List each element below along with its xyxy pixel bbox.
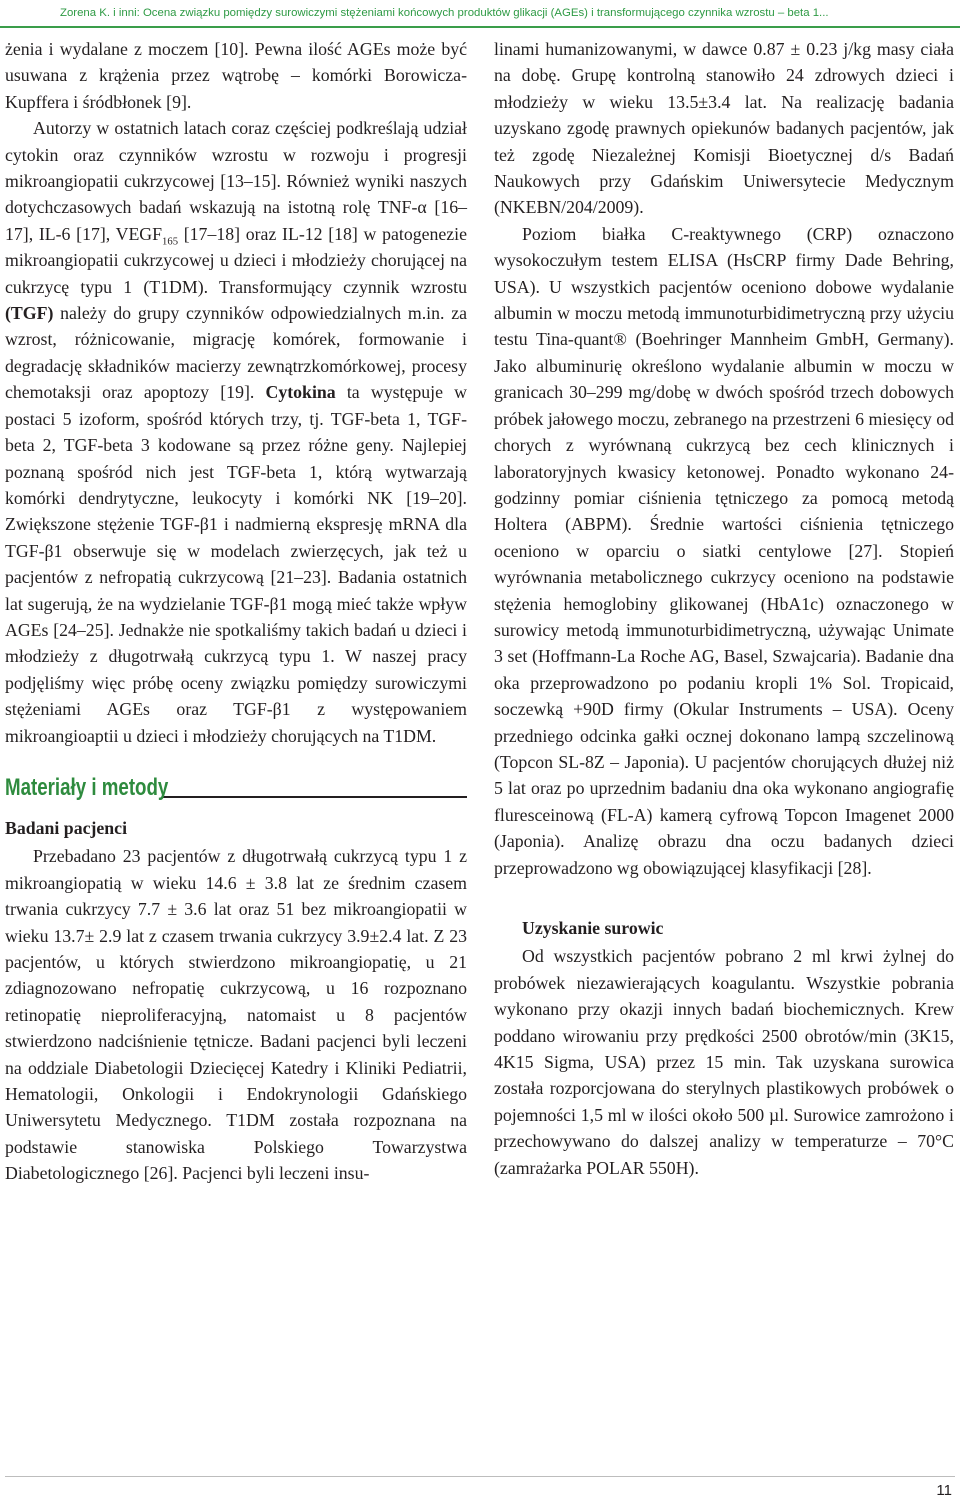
section-title: Materiały i metody xyxy=(5,773,169,801)
left-column xyxy=(5,36,467,1187)
paragraph: linami humanizowanymi, w dawce 0.87 ± 0.23 j/kg masy ciała na dobę. Grupę kontrolną stanowiło 24 zdrowych dzieci i młodzieży w wieku 13.5±3.4 lat. Na realizację badania uzyskano zgodę prawnych opiekunów badanych pacjentów, jak też zgodę Niezależnej Komisji Bioetycznej d/s Badań Naukowych przy Gdańskim Uniwersytecie Medycznym (NKEBN/204/2009). xyxy=(494,39,954,218)
subsection-heading: Uzyskanie surowic xyxy=(522,918,664,938)
subscript: 165 xyxy=(162,235,179,248)
right-column xyxy=(494,36,954,1181)
paragraph: Przebadano 23 pacjentów z długotrwałą cukrzycą typu 1 z mikroangiopatią w wieku 14.6 ± 3.8 lat ze średnim czasem trwania cukrzycy 7.7 ± 3.6 lat oraz 51 bez mikroangiopatii w wieku 13.7± 2.9 lat z czasem trwania cukrzycy 3.9±2.4 lat. Z 23 pacjentów, u których stwierdzono mikroangiopatię, u 21 zdiagnozowano nefropatię cukrzycową, u 16 rozpoznano retinopatię nieproliferacyjną, natomaist u 8 pacjentów stwierdzono nadciśnienie tętnicze. Badani pacjenci byli leczeni na oddziale Diabetologii Dziecięcej Katedry i Kliniki Pediatrii, Hematologii, Onkologii i Endokrynologii Gdańskiego Uniwersytetu Medycznego. T1DM została rozpoznana na podstawie stanowiska Polskiego Towarzystwa Diabetologicznego [26]. Pacjenci byli leczeni insu- xyxy=(5,846,467,1184)
page-number: 11 xyxy=(936,1482,952,1499)
bold-text: Cytokina xyxy=(265,382,336,403)
paragraph xyxy=(5,115,467,749)
footer-rule xyxy=(5,1476,955,1477)
paragraph: Poziom białka C-reaktywnego (CRP) oznaczono wysokoczułym testem ELISA (HsCRP firmy Dade Behring, USA). U wszystkich pacjentów oceniono dobowe wydalanie albumin w moczu metodą immunoturbidimetryczną przy użyciu testu Tina-quant® (Boehringer Mannheim GmbH, Germany). Jako albuminurię określono wydalanie albumin w moczu w granicach 30–299 mg/dobę w dwóch spośród trzech dobowych próbek jałowego moczu, zebranego na przestrzeni 6 miesięcy od chorych z wyrównaną cukrzycą bez cech klinicznych i laboratoryjnych kwasicy ketonowej. Ponadto wykonano 24-godzinny pomiar ciśnienia tętniczego za pomocą metodą Holtera (ABPM). Średnie wartości ciśnienia tętniczego oceniono w oparciu o siatki centylowe [27]. Stopień wyrównania metabolicznego cukrzycy oceniono na podstawie stężenia hemoglobiny glikowanej (HbA1c) oznaczonego w surowicy metodą immunoturbidimetryczną, używając Unimate 3 set (Hoffmann-La Roche AG, Basel, Szwajcaria). Badanie dna oka przeprowadzono po podaniu kropli 1% Sol. Tropicaid, soczewką +90D firmy (Okular Instruments – USA). Oceny przedniego odcinka gałki ocznej dokonano lampą szczelinową (Topcon SL-8Z – Japonia). U pacjentów chorujących dłużej niż 5 lat oraz po uprzednim badaniu dna oka wykonano angiografię fluresceinową (FL-A) kamerą cyfrową Topcon Imagenet 2000 (Japonia). Analizę obrazu dna oczu badanych dzieci przeprowadzono wg obowiązującej klasyfikacji [28]. xyxy=(494,223,954,878)
bold-text: (TGF) xyxy=(5,303,54,324)
paragraph: żenia i wydalane z moczem [10]. Pewna ilość AGEs może być usuwana z krążenia przez wątrobę – komórki Borowicza-Kupffera i śródbłonek [9]. xyxy=(5,39,467,112)
text-run: [17–18] oraz IL-12 [18] w patogenezie mikroangiopatii cukrzycowej u dzieci i młodzieży chorującej na cukrzycę typu 1 (T1DM). Transformujący czynnik wzrostu xyxy=(5,223,468,297)
paragraph: Od wszystkich pacjentów pobrano 2 ml krwi żylnej do probówek niezawierających koagulantu. Wszystkie pobrania wykonano przy okazji innych badań biochemicznych. Krew poddano wirowaniu przy prędkości 2500 obrotów/min (3K15, 4K15 Sigma, USA) przez 15 min. Tak uzyskana surowica została rozporcjowana do sterylnych plastikowych probówek o pojemności 1,5 ml w ilości około 500 µl. Surowice zamrożono i przechowywano do dalszej analizy w temperaturze – 70°C (zamrażarka POLAR 550H). xyxy=(494,946,954,1178)
header-rule xyxy=(0,26,960,28)
subsection-heading: Badani pacjenci xyxy=(5,817,128,838)
text-run: ta występuje w postaci 5 izoform, spośród których trzy, tj. TGF-beta 1, TGF-beta 2, TGF-beta 3 kodowane są przez różne geny. Najlepiej poznaną spośród nich jest TGF-beta 1, którą wytwarzają komórki dendrytyczne, leukocyty i komórki NK [19–20]. Zwiększone stężenie TGF-β1 i nadmierną ekspresję mRNA dla TGF-β1 obserwuje się w modelach zwierzęcych, jak też u pacjentów z nefropatią cukrzycową [21–23]. Badania ostatnich lat sugerują, że na wydzielanie TGF-β1 mogą mieć także wpływ AGEs [24–25]. Jednakże nie spotkaliśmy takich badań u dzieci i młodzieży z długotrwałą cukrzycą typu 1. W naszej pracy podjęliśmy więc próbę oceny związku pomiędzy surowiczymi stężeniami AGEs oraz TGF-β1 z występowaniem mikroangioaptii u dzieci i młodzieży chorujących na T1DM. xyxy=(5,382,468,746)
section-rule xyxy=(162,796,467,798)
text-run: Autorzy w ostatnich latach coraz częściej podkreślają udział cytokin oraz czynników wzrostu w rozwoju i progresji mikroangiopatii cukrzycowej [13–15]. Również wyniki naszych dotychczasowych badań wskazują na istotną rolę TNF-α [16–17], IL-6 [17], VEGF xyxy=(5,118,467,244)
section-heading xyxy=(5,773,467,803)
text-run: należy do grupy czynników odpowiedzialnych m.in. za wzrost, różnicowanie, migrację komórek, formowanie i degradację składników macierzy zewnątrzkomórkowej, procesy chemotaksji oraz apoptozy [19]. xyxy=(5,303,467,403)
running-head: Zorena K. i inni: Ocena związku pomiędzy surowiczymi stężeniami końcowych produktów glikacji (AGEs) i transformującego czynnika wzrostu – beta 1... xyxy=(60,7,829,19)
